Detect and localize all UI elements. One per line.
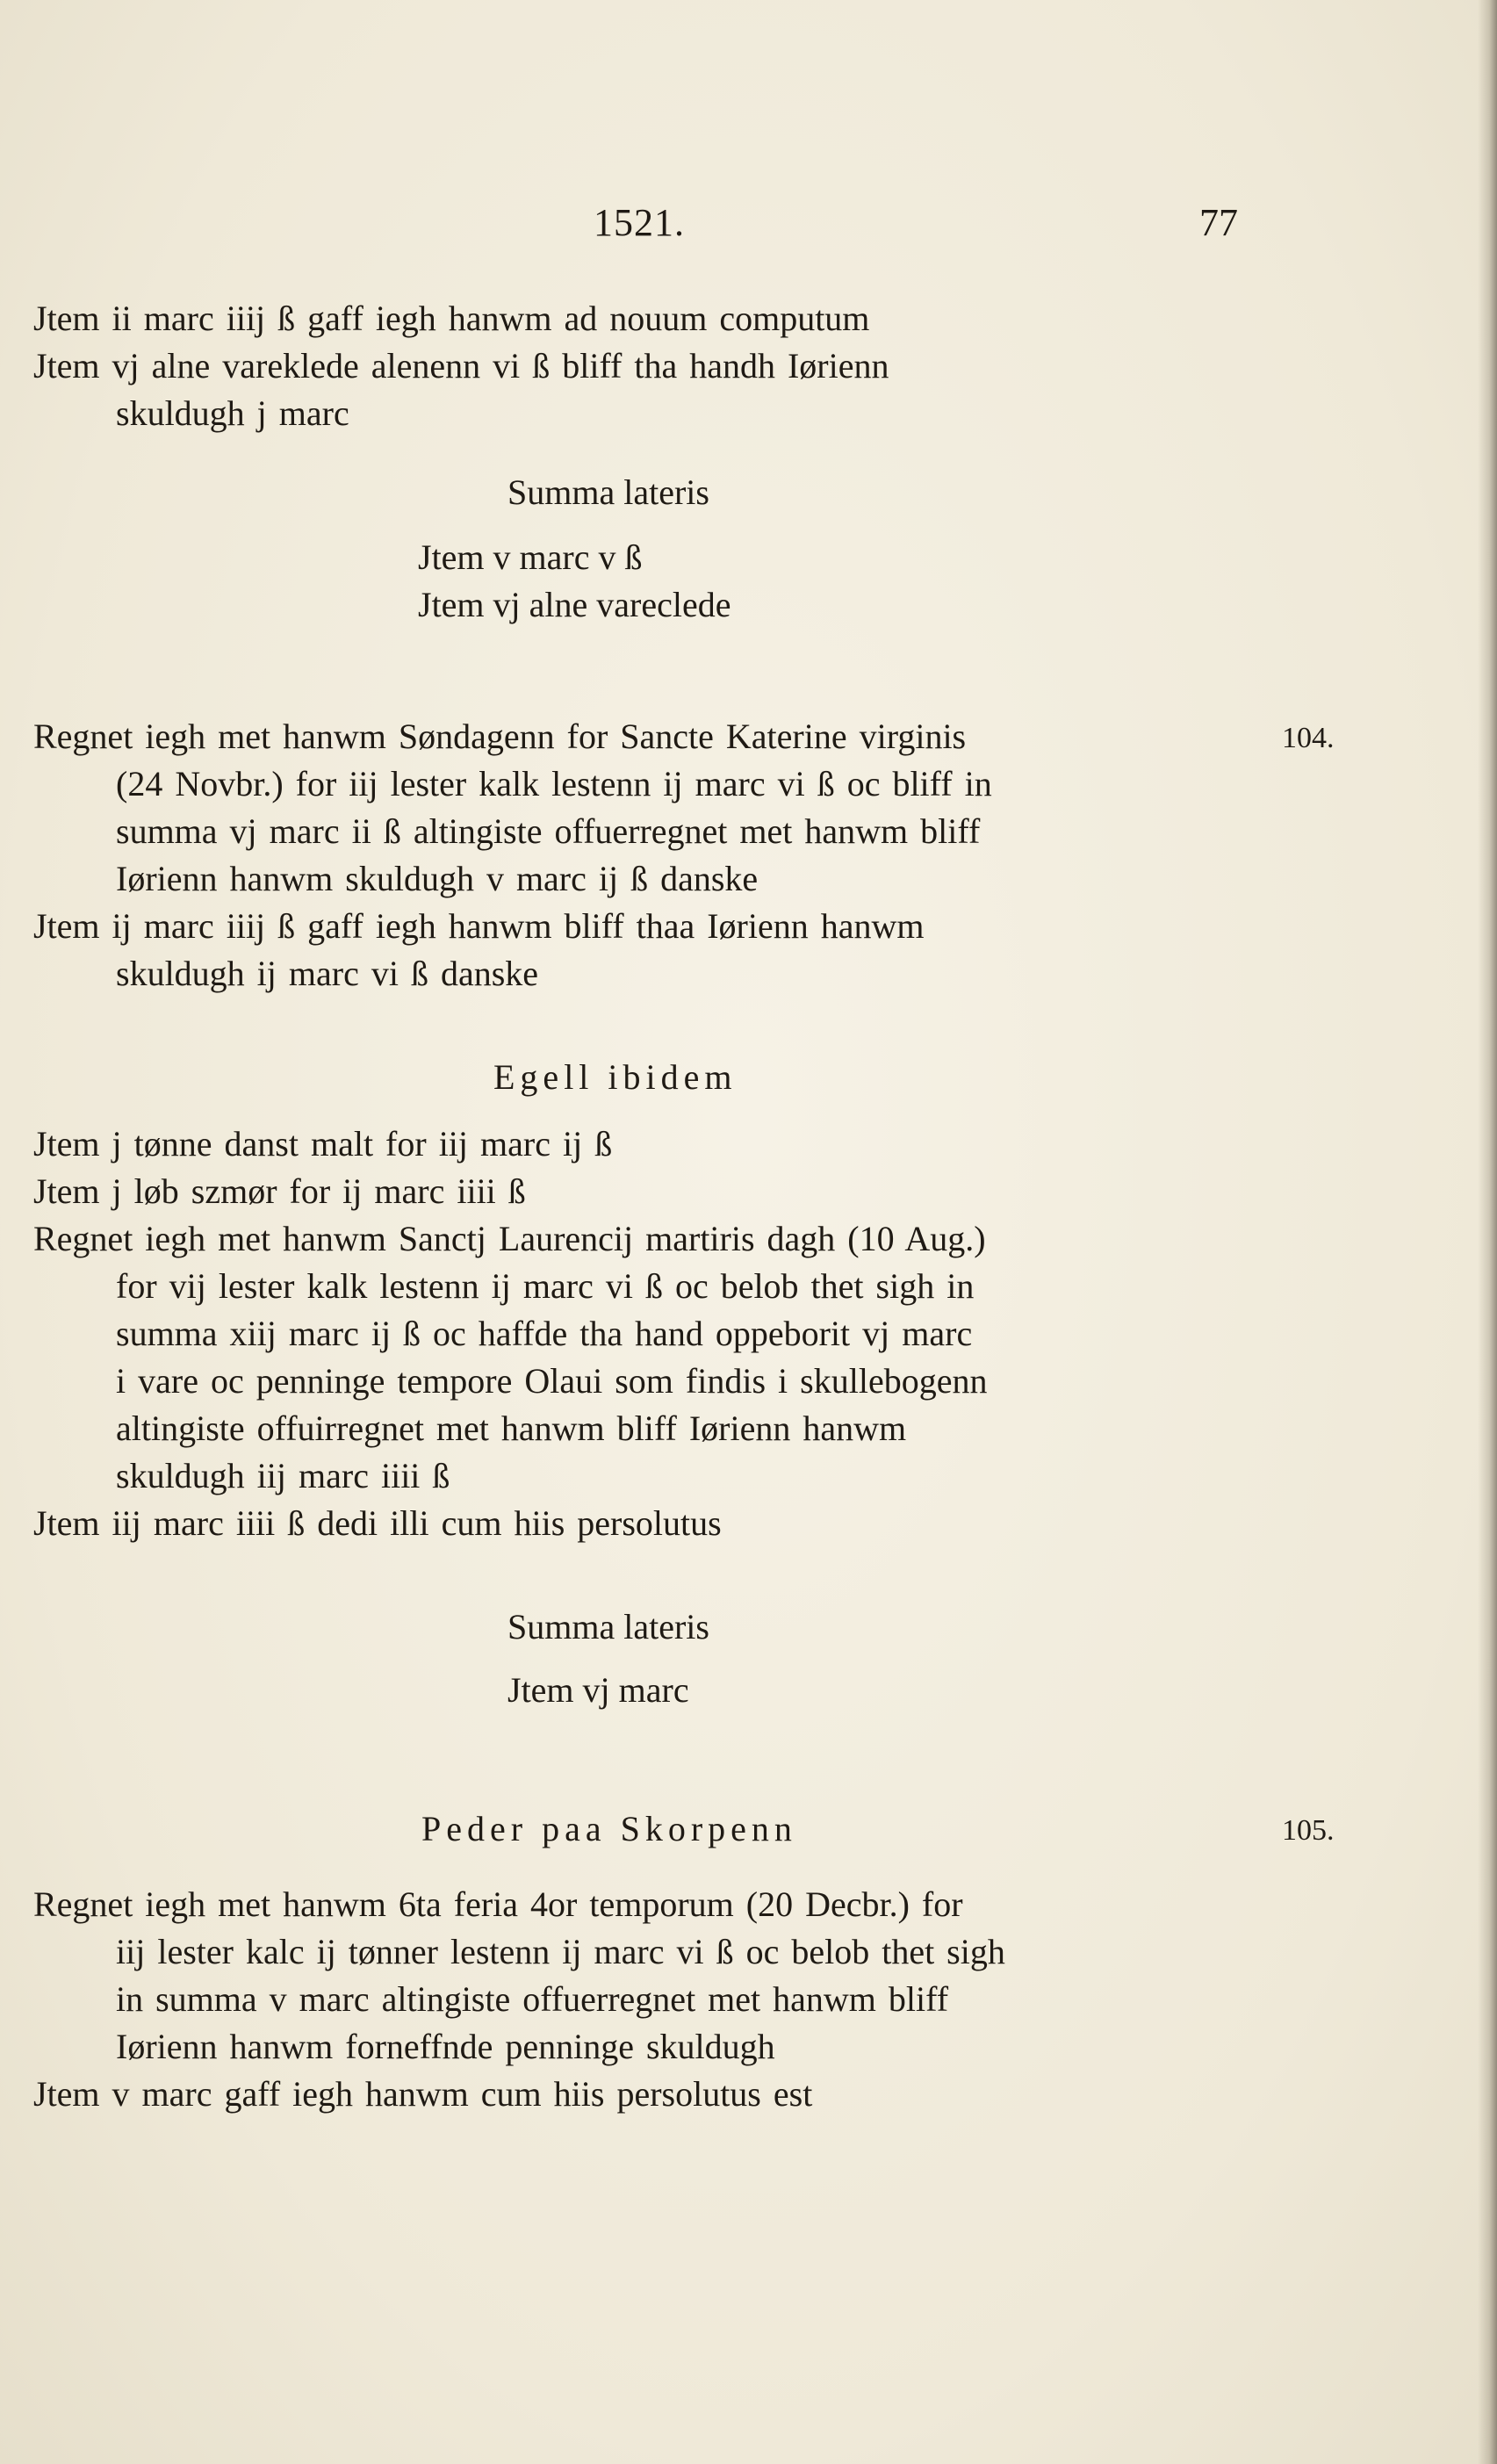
section-heading: Egell ibidem: [493, 1057, 738, 1097]
section-heading: Peder paa Skorpenn: [421, 1809, 797, 1848]
text-line: Regnet iegh met hanwm Sanctj Laurencij martiris dagh (10 Aug.): [33, 1219, 986, 1258]
text-line: Iørienn hanwm skuldugh v marc ij ß danske: [116, 859, 759, 898]
text-line: Jtem v marc gaff iegh hanwm cum hiis persolutus est: [33, 2074, 813, 2114]
summa-line: Jtem vj marc: [507, 1670, 689, 1710]
summa-line: Jtem vj alne vareclede: [418, 585, 731, 624]
text-line: in summa v marc altingiste offuerregnet met hanwm bliff: [116, 1979, 949, 2019]
text-line: iij lester kalc ij tønner lestenn ij marc vi ß oc belob thet sigh: [116, 1932, 1005, 1971]
text-line: skuldugh ij marc vi ß danske: [116, 954, 539, 993]
text-line: i vare oc penninge tempore Olaui som findis i skullebogenn: [116, 1361, 988, 1401]
summa-line: Jtem v marc v ß: [418, 537, 643, 577]
text-line: Regnet iegh met hanwm Søndagenn for Sancte Katerine virginis: [33, 717, 967, 756]
text-line: Jtem ii marc iiij ß gaff iegh hanwm ad nouum computum: [33, 299, 870, 338]
text-line: altingiste offuirregnet met hanwm bliff Iørienn hanwm: [116, 1409, 907, 1448]
text-line: Jtem vj alne vareklede alenenn vi ß bliff tha handh Iørienn: [33, 346, 889, 385]
header-year: 1521.: [594, 201, 685, 244]
text-line: Jtem j løb szmør for ij marc iiii ß: [33, 1171, 526, 1211]
text-line: Jtem j tønne danst malt for iij marc ij ß: [33, 1124, 613, 1164]
text-line: Jtem iij marc iiii ß dedi illi cum hiis persolutus: [33, 1503, 722, 1543]
margin-entry-number: 105.: [1282, 1814, 1335, 1847]
summa-lateris-heading: Summa lateris: [507, 472, 709, 512]
text-line: skuldugh j marc: [116, 393, 349, 433]
text-line: summa vj marc ii ß altingiste offuerregnet met hanwm bliff: [116, 811, 981, 851]
margin-entry-number: 104.: [1282, 722, 1335, 754]
text-line: for vij lester kalk lestenn ij marc vi ß oc belob thet sigh in: [116, 1266, 975, 1306]
page-number: 77: [1199, 201, 1238, 244]
text-line: Regnet iegh met hanwm 6ta feria 4or temporum (20 Decbr.) for: [33, 1884, 963, 1924]
text-line: Iørienn hanwm forneffnde penninge skuldugh: [116, 2027, 775, 2066]
text-line: summa xiij marc ij ß oc haffde tha hand oppeborit vj marc: [116, 1314, 973, 1353]
summa-lateris-heading: Summa lateris: [507, 1607, 709, 1646]
page-edge-shadow: [1478, 0, 1497, 2464]
text-line: (24 Novbr.) for iij lester kalk lestenn ij marc vi ß oc bliff in: [116, 764, 992, 803]
text-line: Jtem ij marc iiij ß gaff iegh hanwm bliff thaa Iørienn hanwm: [33, 906, 925, 946]
text-line: skuldugh iij marc iiii ß: [116, 1456, 450, 1495]
